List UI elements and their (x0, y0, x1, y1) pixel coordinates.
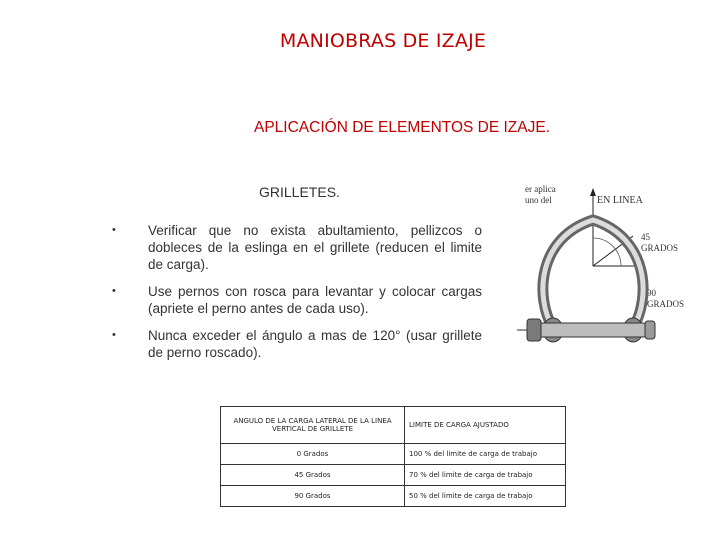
figure-label-inline: EN LINEA (597, 195, 643, 206)
shackle-pin-head (645, 321, 655, 339)
figure-label-90-unit: GRADOS (647, 299, 685, 309)
bullet-text: Verificar que no exista abultamiento, pellizcos o dobleces de la eslinga en el grillete (reducen el limite de carga). (148, 223, 482, 272)
page-title: MANIOBRAS DE IZAJE (279, 30, 487, 52)
bullet-item (112, 327, 482, 361)
column-header-limit: LIMITE DE CARGA AJUSTADO (405, 407, 566, 444)
shackle-pin-nut (527, 319, 541, 341)
bullet-marker: • (112, 224, 116, 236)
load-limit-table (220, 406, 566, 507)
table-cell: 100 % del limite de carga de trabajo (405, 444, 566, 465)
bullet-text: Nunca exceder el ángulo a mas de 120° (usar grillete de perno roscado). (148, 328, 482, 360)
table-cell: 70 % del limite de carga de trabajo (405, 465, 566, 486)
bullet-marker: • (112, 329, 116, 341)
column-header-angle: ANGULO DE LA CARGA LATERAL DE LA LINEA VERTICAL DE GRILLETE (221, 407, 405, 444)
shackle-figure (505, 178, 705, 368)
table-row (221, 465, 566, 486)
angle-arc (593, 238, 621, 266)
table-cell: 0 Grados (221, 444, 405, 465)
figure-label-top-left-2: uno del (525, 195, 552, 205)
inline-arrow-icon (590, 188, 596, 196)
table-row (221, 486, 566, 507)
figure-label-45-unit: GRADOS (641, 243, 679, 253)
shackle-illustration (505, 178, 705, 368)
figure-label-90-value: 90 (647, 288, 656, 298)
section-heading: GRILLETES. (259, 184, 340, 200)
section-subtitle: APLICACIÓN DE ELEMENTOS DE IZAJE. (254, 119, 551, 136)
table-header-row (221, 407, 566, 444)
table-cell: 45 Grados (221, 465, 405, 486)
bullet-text: Use pernos con rosca para levantar y colocar cargas (apriete el perno antes de cada uso). (148, 284, 482, 316)
bullet-list (112, 222, 482, 371)
bullet-marker: • (112, 285, 116, 297)
figure-label-45-value: 45 (641, 232, 650, 242)
table-cell: 50 % del limite de carga de trabajo (405, 486, 566, 507)
bullet-item (112, 283, 482, 317)
figure-label-top-left-1: er aplica (525, 184, 556, 194)
shackle-pin (535, 323, 647, 337)
table-cell: 90 Grados (221, 486, 405, 507)
bullet-item (112, 222, 482, 273)
table-row (221, 444, 566, 465)
